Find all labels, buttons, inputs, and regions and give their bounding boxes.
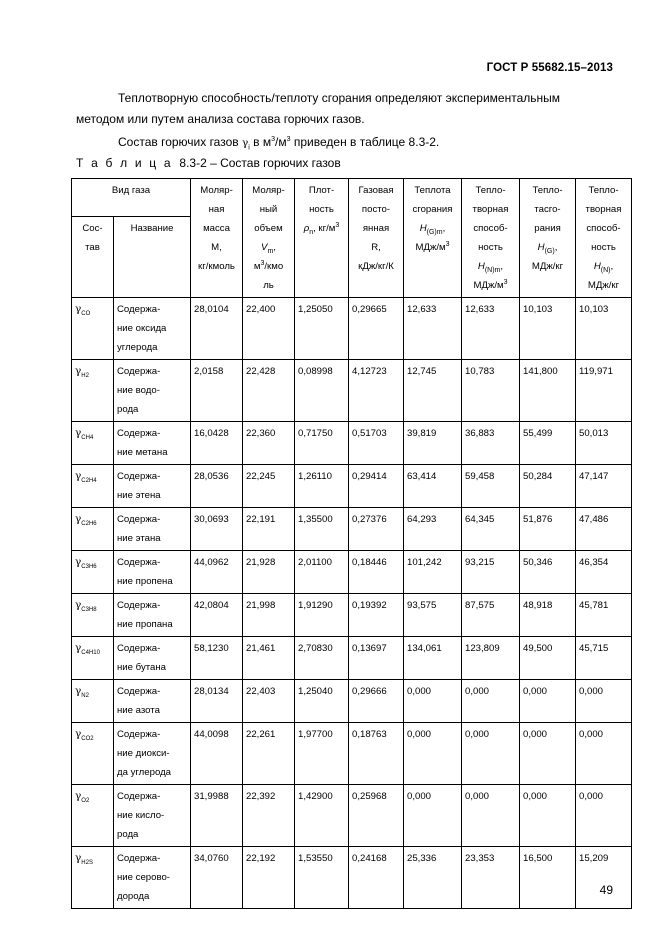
table-row <box>72 360 632 422</box>
header-sostav <box>72 217 114 298</box>
component-subscript: CO2 <box>81 735 94 742</box>
gas-constant-value: 0,29414 <box>349 465 404 508</box>
heat-of-combustion-value: 63,414 <box>404 465 462 508</box>
molar-mass-value: 44,0962 <box>191 551 243 594</box>
component-symbol <box>72 847 114 909</box>
heat-of-combustion-value: 0,000 <box>404 680 462 723</box>
gamma-symbol: γ <box>75 685 82 697</box>
header-molar-mass <box>191 179 243 298</box>
molar-volume-value: 22,191 <box>243 508 295 551</box>
paragraph-2 <box>118 132 618 154</box>
heating-value-m3-value: 12,633 <box>462 298 520 360</box>
component-name <box>114 298 191 360</box>
gas-constant-value: 0,51703 <box>349 422 404 465</box>
molar-volume-value: 22,245 <box>243 465 295 508</box>
heat-comb-kg-var: H <box>537 242 545 253</box>
table-row <box>72 723 632 785</box>
heat-comb-line: МДж/$м^3$ <box>415 240 450 253</box>
component-subscript: H2 <box>81 372 89 379</box>
density-line: ность <box>309 204 334 215</box>
component-name-line: ние кисло- <box>117 810 165 821</box>
density-sub: n <box>309 228 314 236</box>
heat-of-combustion-value: 25,336 <box>404 847 462 909</box>
density-var: ρ <box>303 223 310 234</box>
molar-volume-line: $м^3$/кмо <box>253 259 284 272</box>
heating-value-kg-value: 0,000 <box>576 723 632 785</box>
component-name <box>114 465 191 508</box>
document-header-id: ГОСТ Р 55682.15–2013 <box>486 62 613 74</box>
molar-volume-value: 22,392 <box>243 785 295 847</box>
component-name-line: Содержа- <box>117 791 161 802</box>
header-heating-value-kg <box>576 179 632 298</box>
molar-volume-line: Моляр- <box>252 185 285 196</box>
heat-of-combustion-value: 93,575 <box>404 594 462 637</box>
header-gas-type: Вид газа <box>72 179 191 217</box>
p2-post: приведен в таблице 8.3-2. <box>290 135 440 149</box>
molar-volume-value: 21,461 <box>243 637 295 680</box>
component-subscript: N2 <box>81 692 89 699</box>
molar-mass-line: ная <box>208 204 225 215</box>
heat-val-kg-line: $H_{(N)}$, <box>593 261 614 274</box>
table-row <box>72 422 632 465</box>
gas-constant-value: 0,29666 <box>349 680 404 723</box>
table-caption <box>76 156 341 170</box>
molar-volume-line: ль <box>263 280 274 291</box>
component-symbol <box>72 680 114 723</box>
density-value: 2,01100 <box>295 551 349 594</box>
heat-comb-sub: (G)m <box>426 228 443 236</box>
heat-of-combustion-kg-value: 49,500 <box>520 637 576 680</box>
component-name-line: ние бутана <box>117 662 166 673</box>
component-name-line: ние пропена <box>117 576 173 587</box>
density-value: 1,26110 <box>295 465 349 508</box>
component-name-line: ние пропана <box>117 619 173 630</box>
gas-const-line: янная <box>362 223 390 234</box>
table-header-row-1 <box>72 179 632 217</box>
molar-mass-value: 31,9988 <box>191 785 243 847</box>
density-sup: 3 <box>335 221 340 229</box>
heat-of-combustion-value: 64,293 <box>404 508 462 551</box>
molar-volume-line: $V_m$, <box>261 242 276 255</box>
heat-comb-var: H <box>419 223 427 234</box>
heating-value-kg-value: 46,354 <box>576 551 632 594</box>
molar-volume-value: 21,998 <box>243 594 295 637</box>
page-number: 49 <box>599 883 613 897</box>
component-name-line: Содержа- <box>117 729 161 740</box>
molar-mass-value: 28,0104 <box>191 298 243 360</box>
heating-value-kg-value: 0,000 <box>576 680 632 723</box>
heat-val-kg-line: Тепло- <box>588 185 619 196</box>
density-value: 0,71750 <box>295 422 349 465</box>
gamma-symbol: γ <box>75 728 82 740</box>
component-name-line: ние этана <box>117 533 161 544</box>
component-name <box>114 785 191 847</box>
heat-comb-line: $H_{(G)m}$, <box>419 223 446 236</box>
component-subscript: C3H8 <box>81 606 97 613</box>
heat-comb-kg-line: МДж/кг <box>531 261 564 272</box>
gas-const-line: посто- <box>361 204 391 215</box>
heating-value-m3-value: 123,809 <box>462 637 520 680</box>
gas-constant-value: 0,27376 <box>349 508 404 551</box>
component-name-line: ние водо- <box>117 385 160 396</box>
gamma-sub: i <box>248 144 250 152</box>
p2-sup2: 3 <box>286 136 291 143</box>
gamma-symbol: γ <box>75 790 82 802</box>
table-row <box>72 785 632 847</box>
heating-value-m3-value: 0,000 <box>462 785 520 847</box>
component-name-line: да углерода <box>117 767 172 778</box>
gas-constant-value: 0,25968 <box>349 785 404 847</box>
heat-val-m3-line: ность <box>478 242 503 253</box>
heat-comb-kg-line: рания <box>534 223 561 234</box>
heat-of-combustion-kg-value: 50,284 <box>520 465 576 508</box>
heat-val-m3-line: способ- <box>473 223 508 234</box>
component-subscript: C3H6 <box>81 563 97 570</box>
heat-of-combustion-value: 12,745 <box>404 360 462 422</box>
gas-constant-value: 0,19392 <box>349 594 404 637</box>
heat-comb-kg-line: Тепло- <box>532 185 563 196</box>
component-name-line: ние этена <box>117 490 161 501</box>
heat-of-combustion-value: 0,000 <box>404 785 462 847</box>
heat-val-m3-var: H <box>477 261 485 272</box>
density-value: 1,53550 <box>295 847 349 909</box>
heating-value-kg-value: 0,000 <box>576 785 632 847</box>
component-name-line: Содержа- <box>117 366 161 377</box>
heat-of-combustion-value: 0,000 <box>404 723 462 785</box>
component-name <box>114 680 191 723</box>
component-name-line: Содержа- <box>117 686 161 697</box>
header-heating-value-m3 <box>462 179 520 298</box>
heating-value-kg-value: 45,715 <box>576 637 632 680</box>
header-heat-of-combustion-kg <box>520 179 576 298</box>
p2-mid: в м <box>249 135 272 149</box>
component-name-line: ние серово- <box>117 872 170 883</box>
heat-of-combustion-value: 101,242 <box>404 551 462 594</box>
component-subscript: O2 <box>81 797 90 804</box>
gamma-symbol: γ <box>75 513 82 525</box>
component-symbol <box>72 422 114 465</box>
p2-pre: Состав горючих газов <box>118 135 242 149</box>
paragraph-1-line-1: Теплотворную способность/теплоту сгорания определяют экспериментальным <box>118 91 560 105</box>
caption-text: 8.3-2 – Состав горючих газов <box>172 156 341 170</box>
component-name <box>114 360 191 422</box>
molar-volume-value: 22,428 <box>243 360 295 422</box>
density-value: 1,35500 <box>295 508 349 551</box>
molar-mass-value: 28,0134 <box>191 680 243 723</box>
table-row <box>72 298 632 360</box>
molar-mass-value: 58,1230 <box>191 637 243 680</box>
gamma-symbol: γ <box>75 599 82 611</box>
heat-comb-kg-line: $H_{(G)}$, <box>537 242 558 255</box>
heat-of-combustion-kg-value: 0,000 <box>520 680 576 723</box>
molar-mass-value: 30,0693 <box>191 508 243 551</box>
component-name-line: Содержа- <box>117 428 161 439</box>
molar-mass-line: кг/кмоль <box>198 261 235 272</box>
heat-comb-kg-sub: (G) <box>544 247 555 255</box>
heating-value-kg-value: 50,013 <box>576 422 632 465</box>
component-symbol <box>72 785 114 847</box>
heat-of-combustion-kg-value: 16,500 <box>520 847 576 909</box>
gas-const-line: R, <box>371 242 381 253</box>
heat-of-combustion-kg-value: 48,918 <box>520 594 576 637</box>
component-name-line: ние диокси- <box>117 748 170 759</box>
gamma-symbol: γ <box>75 642 82 654</box>
sostav-line: Сос- <box>82 223 103 234</box>
heat-of-combustion-kg-value: 141,800 <box>520 360 576 422</box>
component-name-line: ние метана <box>117 447 168 458</box>
component-name-line: рода <box>117 404 139 415</box>
molar-volume-line: объем <box>254 223 283 234</box>
gas-constant-value: 0,24168 <box>349 847 404 909</box>
table-row <box>72 594 632 637</box>
component-subscript: CO <box>81 310 91 317</box>
density-value: 1,25050 <box>295 298 349 360</box>
molar-mass-line: масса <box>203 223 230 234</box>
component-symbol <box>72 465 114 508</box>
molar-mass-line: Моляр- <box>200 185 233 196</box>
component-subscript: C2H6 <box>81 520 97 527</box>
heat-val-m3-line: МДж/$м^3$ <box>473 278 508 291</box>
heating-value-kg-value: 45,781 <box>576 594 632 637</box>
heating-value-kg-value: 10,103 <box>576 298 632 360</box>
component-symbol <box>72 298 114 360</box>
gas-constant-value: 0,18446 <box>349 551 404 594</box>
gamma-symbol: γ <box>75 556 82 568</box>
density-value: 0,08998 <box>295 360 349 422</box>
table-row <box>72 551 632 594</box>
component-name-line: Содержа- <box>117 853 161 864</box>
molar-mass-line: M, <box>211 242 222 253</box>
gas-composition-table <box>71 178 632 909</box>
table-row <box>72 637 632 680</box>
gas-constant-value: 0,18763 <box>349 723 404 785</box>
heating-value-m3-value: 59,458 <box>462 465 520 508</box>
heat-of-combustion-value: 134,061 <box>404 637 462 680</box>
heat-comb-line: Теплота <box>414 185 451 196</box>
heat-of-combustion-value: 39,819 <box>404 422 462 465</box>
heating-value-m3-value: 0,000 <box>462 680 520 723</box>
gamma-symbol: γ <box>75 470 82 482</box>
heat-val-kg-sub: (N) <box>600 266 611 274</box>
heat-val-m3-line: Тепло- <box>475 185 506 196</box>
table-row <box>72 847 632 909</box>
component-symbol <box>72 360 114 422</box>
heat-val-m3-sub: (N)m <box>484 266 501 274</box>
component-name-line: дорода <box>117 891 150 902</box>
heating-value-m3-value: 23,353 <box>462 847 520 909</box>
heating-value-kg-value: 15,209 <box>576 847 632 909</box>
table-row <box>72 680 632 723</box>
component-name <box>114 594 191 637</box>
heat-val-m3-sup: 3 <box>503 278 508 286</box>
p2-mid2: /м <box>275 135 287 149</box>
heat-val-kg-line: творная <box>585 204 622 215</box>
molar-volume-line: ный <box>259 204 278 215</box>
molar-mass-value: 44,0098 <box>191 723 243 785</box>
gas-constant-value: 4,12723 <box>349 360 404 422</box>
molar-volume-value: 22,360 <box>243 422 295 465</box>
component-symbol <box>72 594 114 637</box>
heating-value-m3-value: 87,575 <box>462 594 520 637</box>
component-name <box>114 422 191 465</box>
table-row <box>72 508 632 551</box>
heating-value-kg-value: 119,971 <box>576 360 632 422</box>
header-gas-constant <box>349 179 404 298</box>
component-name <box>114 723 191 785</box>
component-subscript: C2H4 <box>81 477 97 484</box>
component-subscript: C4H10 <box>81 649 100 656</box>
gamma-symbol: γ <box>75 427 82 439</box>
component-name <box>114 637 191 680</box>
component-name-line: ние азота <box>117 705 160 716</box>
component-name <box>114 551 191 594</box>
heat-of-combustion-kg-value: 55,499 <box>520 422 576 465</box>
gamma-symbol: γ <box>75 852 82 864</box>
heat-val-kg-line: МДж/кг <box>587 280 620 291</box>
component-name-line: рода <box>117 829 139 840</box>
paragraph-1-line-2: методом или путем анализа состава горючих газов. <box>76 112 365 126</box>
header-density <box>295 179 349 298</box>
molar-volume-value: 22,400 <box>243 298 295 360</box>
heat-of-combustion-kg-value: 0,000 <box>520 723 576 785</box>
heat-comb-kg-line: тасго- <box>534 204 561 215</box>
component-name-line: углерода <box>117 342 158 353</box>
density-value: 1,25040 <box>295 680 349 723</box>
heat-val-kg-line: способ- <box>586 223 621 234</box>
gamma-symbol: γ <box>241 137 249 149</box>
density-value: 2,70830 <box>295 637 349 680</box>
gas-constant-value: 0,13697 <box>349 637 404 680</box>
component-name <box>114 508 191 551</box>
component-symbol <box>72 637 114 680</box>
component-name-line: Содержа- <box>117 643 161 654</box>
header-name: Название <box>114 217 191 298</box>
molar-mass-value: 42,0804 <box>191 594 243 637</box>
molar-volume-value: 21,928 <box>243 551 295 594</box>
heat-comb-sup: 3 <box>445 240 450 248</box>
molar-volume-value: 22,261 <box>243 723 295 785</box>
density-value: 1,91290 <box>295 594 349 637</box>
heat-val-m3-line: $H_{(N)m}$, <box>477 261 504 274</box>
density-value: 1,42900 <box>295 785 349 847</box>
component-subscript: CH4 <box>81 434 94 441</box>
header-heat-of-combustion <box>404 179 462 298</box>
heat-of-combustion-kg-value: 50,346 <box>520 551 576 594</box>
component-name-line: ние оксида <box>117 323 167 334</box>
heat-of-combustion-value: 12,633 <box>404 298 462 360</box>
component-symbol <box>72 508 114 551</box>
component-symbol <box>72 551 114 594</box>
molar-mass-value: 16,0428 <box>191 422 243 465</box>
heat-of-combustion-kg-value: 10,103 <box>520 298 576 360</box>
p2-sup1: 3 <box>271 136 276 143</box>
molar-volume-var: V <box>261 242 268 253</box>
molar-volume-value: 22,192 <box>243 847 295 909</box>
component-name <box>114 847 191 909</box>
gas-const-line: Газовая <box>358 185 394 196</box>
heat-val-kg-var: H <box>593 261 601 272</box>
heating-value-kg-value: 47,486 <box>576 508 632 551</box>
heating-value-m3-value: 0,000 <box>462 723 520 785</box>
density-line: $\rho_n$, $кг/м^3$ <box>303 221 340 236</box>
table-row <box>72 465 632 508</box>
heating-value-m3-value: 36,883 <box>462 422 520 465</box>
gamma-symbol: γ <box>75 303 82 315</box>
heating-value-m3-value: 10,783 <box>462 360 520 422</box>
molar-mass-value: 28,0536 <box>191 465 243 508</box>
gas-constant-value: 0,29665 <box>349 298 404 360</box>
molar-mass-value: 34,0760 <box>191 847 243 909</box>
gas-const-line: кДж/кг/К <box>358 261 394 272</box>
sostav-line: тав <box>85 242 100 253</box>
heating-value-m3-value: 64,345 <box>462 508 520 551</box>
heating-value-m3-value: 93,215 <box>462 551 520 594</box>
component-name-line: Содержа- <box>117 600 161 611</box>
component-name-line: Содержа- <box>117 557 161 568</box>
component-name-line: Содержа- <box>117 471 161 482</box>
component-symbol <box>72 723 114 785</box>
density-value: 1,97700 <box>295 723 349 785</box>
component-name-line: Содержа- <box>117 514 161 525</box>
heat-comb-line: сгорания <box>412 204 453 215</box>
molar-volume-value: 22,403 <box>243 680 295 723</box>
density-line: Плот- <box>308 185 335 196</box>
heat-val-kg-line: ность <box>591 242 616 253</box>
component-name-line: Содержа- <box>117 304 161 315</box>
heat-of-combustion-kg-value: 51,876 <box>520 508 576 551</box>
heat-of-combustion-kg-value: 0,000 <box>520 785 576 847</box>
molar-volume-sup: 3 <box>260 259 265 267</box>
molar-volume-sub: m <box>267 247 274 255</box>
component-subscript: H2S <box>81 859 93 866</box>
molar-mass-value: 2,0158 <box>191 360 243 422</box>
gamma-symbol: γ <box>75 365 82 377</box>
heating-value-kg-value: 47,147 <box>576 465 632 508</box>
caption-label: Т а б л и ц а <box>76 156 173 170</box>
heat-val-m3-line: творная <box>472 204 509 215</box>
header-molar-volume <box>243 179 295 298</box>
